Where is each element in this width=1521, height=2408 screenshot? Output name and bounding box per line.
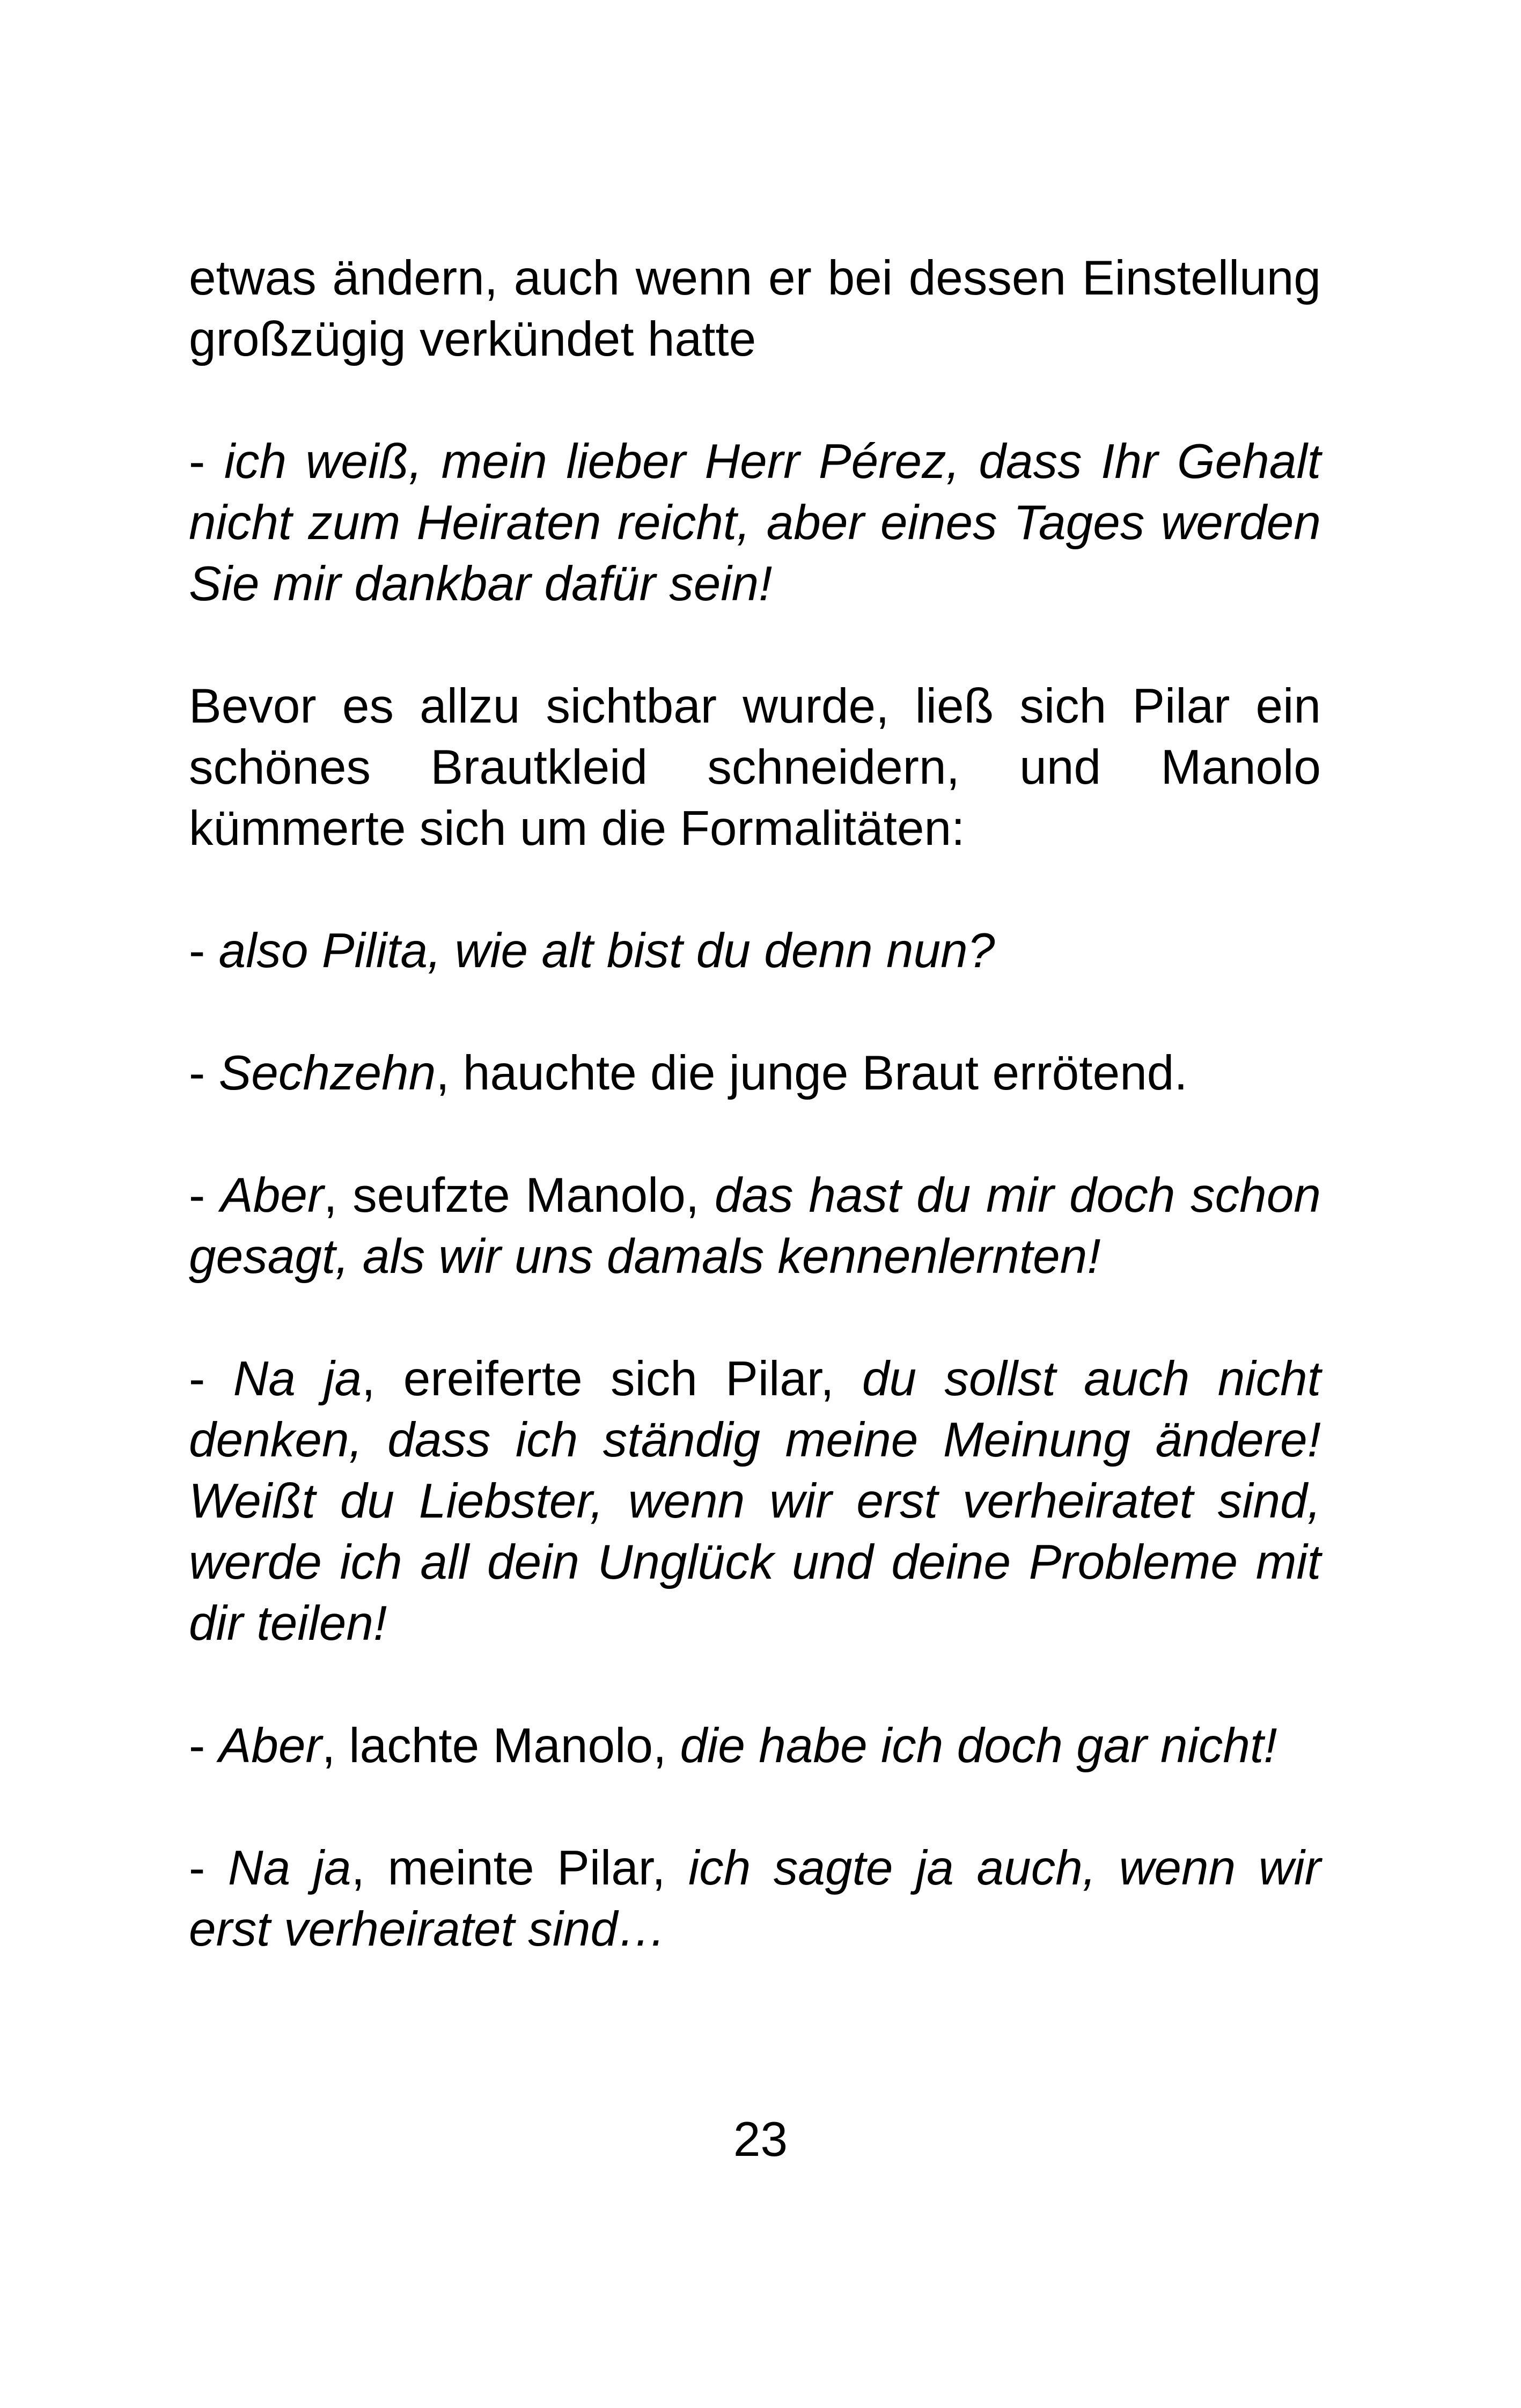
italic-text-run: Sechzehn <box>218 1046 436 1100</box>
text-run: - <box>189 435 224 489</box>
text-run: etwas ändern, auch wenn er bei dessen Einstellung großzügig verkündet hatte <box>189 251 1321 366</box>
italic-text-run: die habe ich doch gar nicht! <box>680 1719 1277 1773</box>
text-run: , hauchte die junge Braut errötend. <box>436 1046 1188 1100</box>
italic-text-run: also Pilita, wie alt bist du denn nun? <box>218 924 995 978</box>
text-run: Bevor es allzu sichtbar wurde, ließ sich Pilar ein schönes Brautkleid schneidern, und Manolo kümmerte sich um die Formalitäten: <box>189 679 1321 856</box>
text-run: - <box>189 1352 233 1406</box>
dialogue-paragraph <box>189 1043 1321 1104</box>
dialogue-paragraph <box>189 1715 1321 1777</box>
text-run: - <box>189 1168 221 1223</box>
italic-text-run: das hast du mir doch schon gesagt, als wir uns damals kennenlernten! <box>189 1168 1321 1284</box>
italic-text-run: Aber <box>218 1719 322 1773</box>
text-run: - <box>189 1841 228 1895</box>
paragraph <box>189 248 1321 370</box>
dialogue-paragraph <box>189 431 1321 615</box>
dialogue-paragraph <box>189 1349 1321 1654</box>
text-run: , meinte Pilar, <box>351 1841 689 1895</box>
paragraph <box>189 676 1321 859</box>
italic-text-run: Aber <box>221 1168 324 1223</box>
text-run: , ereiferte sich Pilar, <box>362 1352 862 1406</box>
italic-text-run: Na ja <box>227 1841 351 1895</box>
italic-text-run: Na ja <box>233 1352 362 1406</box>
italic-text-run: ich sagte ja auch, wenn wir erst verheiratet sind… <box>189 1841 1321 1956</box>
page-number: 23 <box>733 2112 788 2167</box>
text-run: , seufzte Manolo, <box>324 1168 715 1223</box>
dialogue-paragraph <box>189 1838 1321 1960</box>
italic-text-run: du sollst auch nicht denken, dass ich ständig meine Meinung ändere! Weißt du Liebster, wenn wir erst verheiratet sind, werde ich all dein Unglück und deine Probleme mit dir teilen! <box>189 1352 1321 1651</box>
text-run: - <box>189 924 219 978</box>
text-run: - <box>189 1046 219 1100</box>
dialogue-paragraph <box>189 1165 1321 1287</box>
dialogue-paragraph <box>189 921 1321 982</box>
text-run: - <box>189 1719 219 1773</box>
body-text <box>189 248 1321 1960</box>
italic-text-run: ich weiß, mein lieber Herr Pérez, dass Ihr Gehalt nicht zum Heiraten reicht, aber eines Tages werden Sie mir dankbar dafür sein! <box>189 435 1321 611</box>
text-run: , lachte Manolo, <box>321 1719 680 1773</box>
